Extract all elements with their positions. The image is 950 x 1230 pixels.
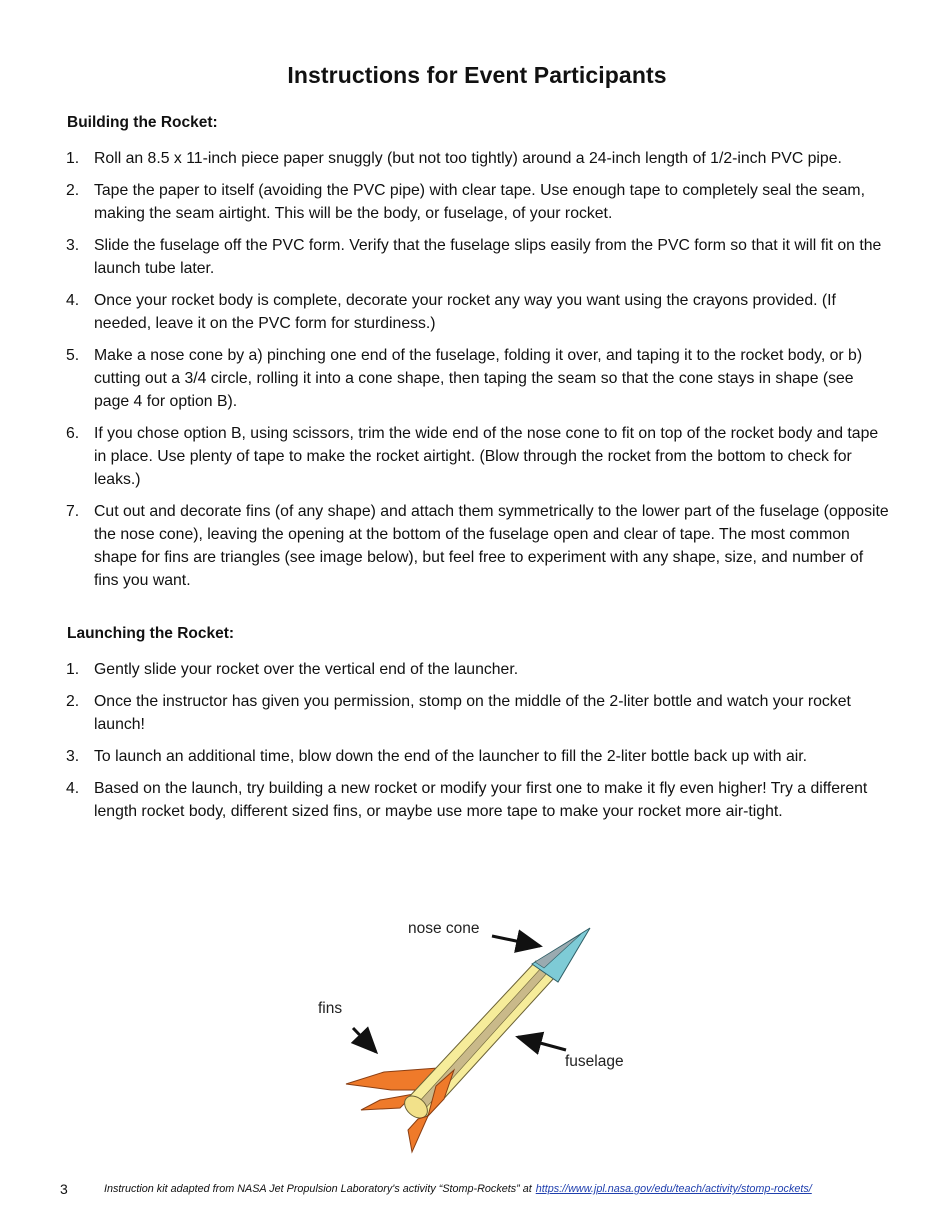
arrow-fuselage <box>518 1037 566 1050</box>
step-number: 4. <box>66 292 80 309</box>
step-text: Slide the fuselage off the PVC form. Verify that the fuselage slips easily from the PVC form so that it will fit on the launch tube later. <box>94 237 882 277</box>
step-number: 5. <box>66 347 80 364</box>
list-item <box>66 690 892 736</box>
launching-heading: Launching the Rocket: <box>67 625 235 642</box>
page-number: 3 <box>60 1181 68 1197</box>
rocket-fin-bottom <box>408 1116 428 1152</box>
step-text: Cut out and decorate fins (of any shape) and attach them symmetrically to the lower part of the fuselage (opposite the nose cone), leaving the opening at the bottom of the fuselage open and clear of tape. The most common shape for fins are triangles (see image below), but feel free to experiment with any shape, size, and number of fins you want. <box>94 503 889 589</box>
list-item <box>66 234 892 280</box>
step-number: 2. <box>66 182 80 199</box>
step-number: 3. <box>66 748 80 765</box>
launching-steps-list <box>66 658 892 832</box>
step-number: 1. <box>66 661 80 678</box>
label-fuselage: fuselage <box>565 1053 624 1070</box>
list-item <box>66 289 892 335</box>
step-number: 7. <box>66 503 80 520</box>
list-item <box>66 500 892 592</box>
step-number: 4. <box>66 780 80 797</box>
step-text: Once your rocket body is complete, decorate your rocket any way you want using the crayons provided. (If needed, leave it on the PVC form for sturdiness.) <box>94 292 836 332</box>
step-number: 1. <box>66 150 80 167</box>
label-fins: fins <box>318 1000 343 1017</box>
list-item <box>66 745 892 768</box>
step-text: Tape the paper to itself (avoiding the PVC pipe) with clear tape. Use enough tape to completely seal the seam, making the seam airtight. This will be the body, or fuselage, of your rocket. <box>94 182 865 222</box>
label-nose-cone: nose cone <box>408 920 480 937</box>
step-text: Gently slide your rocket over the vertical end of the launcher. <box>94 661 519 678</box>
page-title: Instructions for Event Participants <box>287 62 667 88</box>
step-number: 3. <box>66 237 80 254</box>
building-heading: Building the Rocket: <box>67 114 218 131</box>
arrow-nose-cone <box>492 936 540 946</box>
step-number: 6. <box>66 425 80 442</box>
step-text: If you chose option B, using scissors, trim the wide end of the nose cone to fit on top of the rocket body and tape in place. Use plenty of tape to make the rocket airtight. (Blow through the rocket from the bottom to check for leaks.) <box>94 425 879 488</box>
list-item <box>66 179 892 225</box>
arrow-fins <box>353 1028 376 1052</box>
footer-credit-text: Instruction kit adapted from NASA Jet Propulsion Laboratory's activity “Stomp-Rockets” at <box>104 1183 532 1195</box>
list-item <box>66 147 892 170</box>
step-text: Make a nose cone by a) pinching one end of the fuselage, folding it over, and taping it to the rocket body, or b) cutting out a 3/4 circle, rolling it into a cone shape, then taping the seam so that the cone stays in shape (see page 4 for option B). <box>94 347 863 410</box>
step-text: Based on the launch, try building a new rocket or modify your first one to make it fly even higher! Try a different length rocket body, different sized fins, or maybe use more tape to make your rocket more air-tight. <box>94 780 868 820</box>
footer-link[interactable]: https://www.jpl.nasa.gov/edu/teach/activity/stomp-rockets/ <box>535 1183 812 1195</box>
building-steps-list <box>66 147 892 601</box>
step-text: To launch an additional time, blow down the end of the launcher to fill the 2-liter bottle back up with air. <box>94 748 808 765</box>
step-text: Once the instructor has given you permission, stomp on the middle of the 2-liter bottle and watch your rocket launch! <box>94 693 851 733</box>
list-item <box>66 777 892 823</box>
step-number: 2. <box>66 693 80 710</box>
list-item <box>66 658 892 681</box>
step-text: Roll an 8.5 x 11-inch piece paper snuggly (but not too tightly) around a 24-inch length of 1/2-inch PVC pipe. <box>94 150 842 167</box>
rocket-figure <box>296 894 658 1174</box>
list-item <box>66 422 892 491</box>
footer-credit <box>104 1183 812 1195</box>
list-item <box>66 344 892 413</box>
